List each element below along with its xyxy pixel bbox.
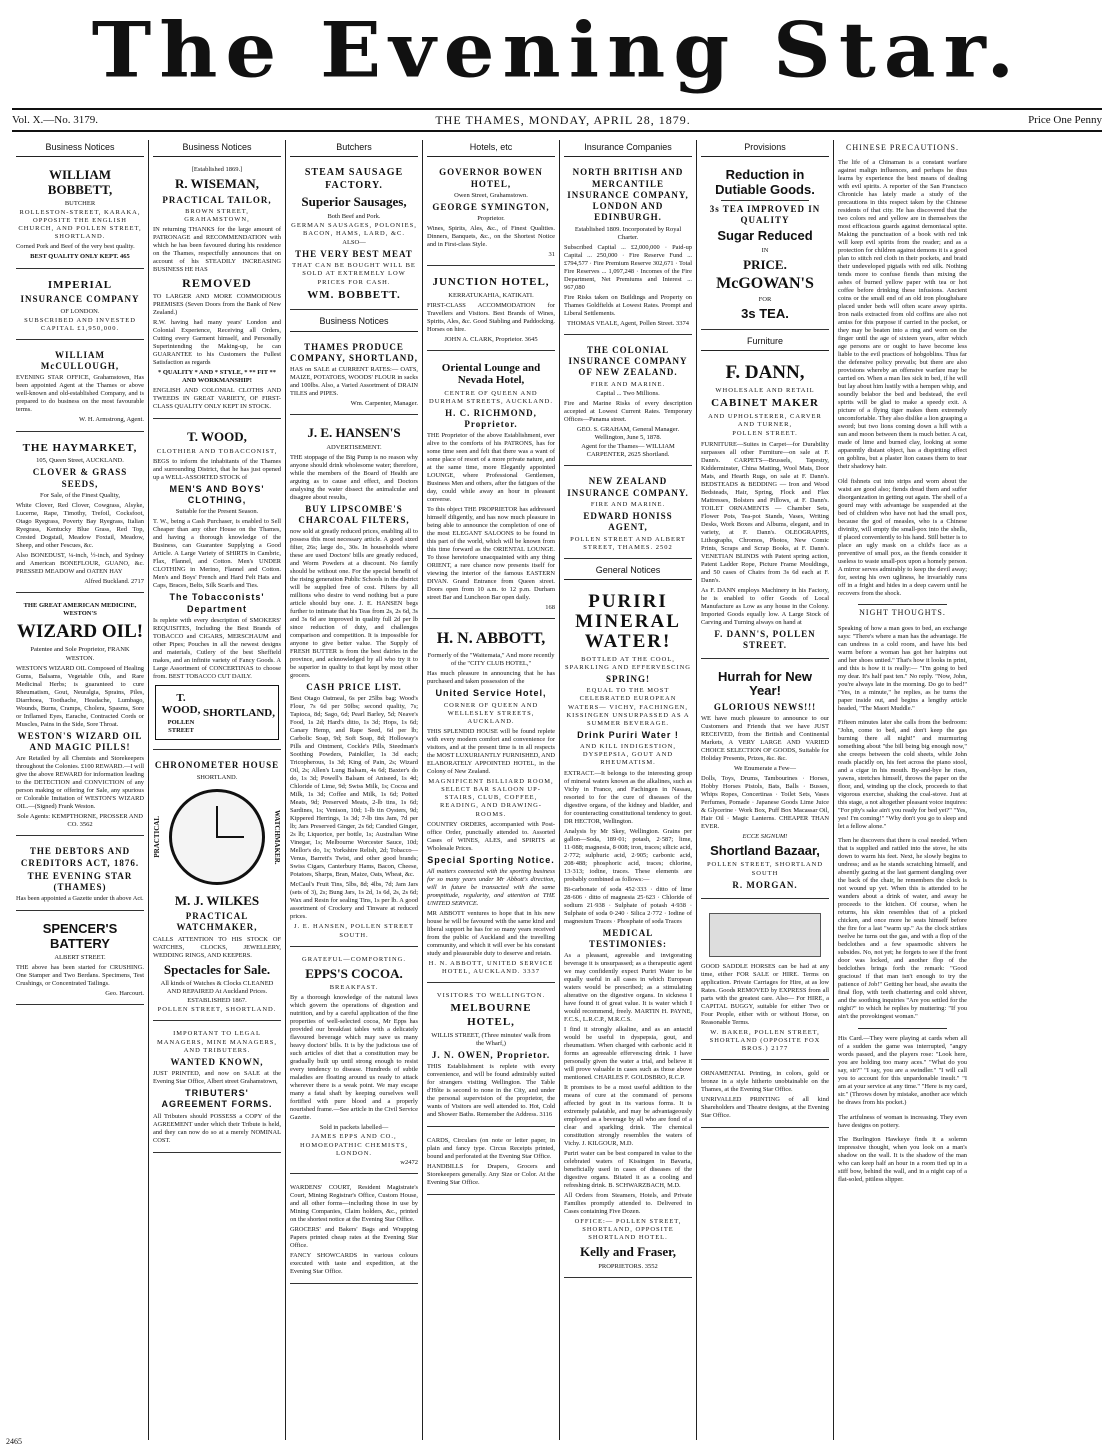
ad-heading-2: Special Sporting Notice. (427, 854, 555, 865)
ad-text-2: Are Retailed by all Chemists and Storekeepers throughout the Colonies. £100 REWARD.—I will give the above REWARD for information leading to the DETECTION and CONVICTION of any person making or offering for Sale, any spurious or Colorable Imitation of WESTON'S WIZARD OIL.—(Signed) Frank Weston. (16, 755, 144, 811)
ad-title: H. N. ABBOTT, (436, 630, 546, 648)
ad-subtitle: BUTCHER (64, 199, 96, 207)
ad-ecce: ECCE SIGNUM! (742, 832, 788, 840)
ad-address: ROLLESTON-STREET, KARAKA, OPPOSITE THE ENGLISH CHURCH, AND POLLEN STREET, SHORTLAND. (18, 208, 142, 241)
column-heading: Insurance Companies (564, 140, 692, 157)
clock-label-left: PRACTICAL (153, 815, 161, 858)
ad-text-6: It promises to be a most useful addition to the means of cure at the command of persons affected by gout in its various forms. It is extremely palatable, and may be advantageously employed as a beverage by all who are fond of a clear and sparkling drink. The chemical constitution strongly resembles the waters of Vichy. J. KILGOUR, M.D. (564, 1084, 692, 1148)
ad-text-8: All Orders from Steamers, Hotels, and Private Families promptly attended to. Delivered in Cases containing Five Dozen. (564, 1192, 692, 1216)
ad-agent: Agent for the Thames— WILLIAM CARPENTER, 2625 Shortland. (581, 443, 675, 459)
ad-heading: United Service Hotel, (435, 688, 547, 699)
ad-heading-2: Drink Puriri Water ! (577, 729, 679, 740)
ad-shortland-bazaar (701, 663, 829, 899)
ad-text-4: As a pleasant, agreeable and invigorating beverage it is unsurpassed; as a therapeutic agent we may confidently expect Puriri Water to be equally useful in all cases in which European waters would be prescribed; as a stimulating alterative on the digestive organs. In sickness I have found it of great value. It is water which I would recommend, freely. MARTIN H. PAYNE, F.C.S., L.R.C.P., M.R.C.S. (564, 952, 692, 1024)
ad-text-4: ENGLISH AND COLONIAL CLOTHS AND TWEEDS IN GREAT VARIETY, OF FIRST-CLASS QUALITY ONLY KEPT IN STOCK. (153, 387, 281, 411)
wood-sign-place: SHORTLAND, (202, 706, 275, 719)
clock-row (153, 783, 281, 891)
ad-title: SPENCER'S BATTERY (42, 921, 118, 951)
wood-sign-box (155, 685, 279, 740)
ad-text: EVENING STAR OFFICE, Grahamstown, Has been appointed Agent at the Thames or above well-known and old-established Company, and is prepared to do business on the most favourable terms. (16, 374, 144, 414)
ad-sausage-factory (290, 161, 418, 310)
wood-sign-street: POLLEN STREET (167, 719, 195, 735)
ad-role: Proprietor. (477, 215, 505, 223)
ad-text: Wines, Spirits, Ales, &c., of Finest Qualities. Dinners, Banquets, &c., on the Shortest Notice and in First-class Style. (427, 225, 555, 249)
ad-text-7: Puriri water can be best compared in value to the celebrated waters of Kissingen in Bavaria, beneficially used in cases of diseases of the digestive organs. Bitated it as a cooling and refreshing drink. B. SCHWARZBACH, M.D. (564, 1150, 692, 1190)
ad-title: Oriental Lounge and Nevada Hotel, (441, 362, 541, 387)
ad-text: EQUAL TO THE MOST CELEBRATED EUROPEAN WATERS— VICHY, FACHINGEN, KISSINGEN UNSURPASSED AS A SUMMER BEVERAGE. (566, 687, 690, 727)
column-3 (286, 140, 423, 1440)
ad-text: Corned Pork and Beef of the very best quality. (16, 243, 135, 251)
ad-title: PURIRI MINERAL WATER! (575, 591, 681, 652)
ad-nz-insurance (564, 470, 692, 558)
ad-heading: WESTON'S WIZARD OIL AND MAGIC PILLS! (17, 730, 143, 752)
ad-tagline: * QUALITY * AND * STYLE, * ** FIT ** AND WORKMANSHIP! (157, 369, 277, 385)
page-number: 2465 (6, 1437, 22, 1446)
article-paragraph-4: Fifteen minutes later she calls from the bedroom: "John, come to bed, and don't keep the gas burning there all night!" and murmuring something about "the bill being big enough now," she creeps between the cold sheets, while John reads placidly on, his feet across the piano stool, and a cigar in his mouth. By-and-bye he rises, yawns, stretches himself, throws the paper on the floor, and, winding up the clock, proceeds to that vigorous exercise, shaking the coal-stove. Just at this stage, a not altogether pleasant voice inquires: "For pity's sake ain't you ready for bed yet?" "Yes, yes! I'm coming!" "Why don't you go to sleep and let a fellow alone." (838, 718, 967, 830)
column-2 (149, 140, 286, 1440)
ad-text-6: MR ABBOTT ventures to hope that in his new house he will be favoured with the same kind and liberal support he has for so many years received from the public of Auckland and the travelling community, and which it will ever be his constant study and pleasurable duty to deserve and retain. (427, 909, 555, 957)
ad-text-2: HANDBILLS for Drapers, Grocers and Storekeepers generally. Any Size or Color. At the Evening Star Office. (427, 1163, 555, 1187)
column-1 (12, 140, 149, 1440)
ad-address: ALBERT STREET. (54, 954, 106, 961)
ad-abbott-united-service (427, 623, 555, 983)
ad-address: POLLEN STREET AND ALBERT STREET, THAMES. 2502 (570, 535, 686, 551)
ad-text: Has much pleasure in announcing that he has purchased and taken possession of the (427, 670, 555, 686)
ad-text-2: TO LARGER AND MORE COMMODIOUS PREMISES (Seven Doors from the Bank of New Zealand.) (153, 293, 281, 317)
ad-address: BROWN STREET, GRAHAMSTOWN, (184, 207, 250, 224)
ad-mccullough-agent (16, 344, 144, 432)
article-paragraph-7: The artfulness of woman is increasing. They even have designs on pottery. (838, 1113, 967, 1129)
clock-label-right: WATCHMAKER. (273, 809, 281, 865)
ad-heading: REMOVED (182, 276, 252, 291)
ad-established: Established 1809. Incorporated by Royal Charter. (574, 225, 682, 241)
ad-north-british-insurance (564, 161, 692, 335)
ad-printing-ornamental (701, 1064, 829, 1128)
ad-text-3: EXTRACT.—It belongs to the interesting group of mineral waters known as the alkalines, such as Vichy in France, and Fachingen in Nassau, resorted to for the cure of diseases of the digestive organs, of the kidney and bladder, and for counteracting constitutional tendency to gout. DR HECTOR, Wellington. (564, 769, 692, 825)
ad-also: ALSO— (342, 238, 366, 246)
ad-signature: Wm. Carpenter, Manager. (350, 400, 418, 408)
ad-subtitle-2: PRACTICAL WATCHMAKER, (176, 911, 258, 933)
newspaper-title: The Evening Star. (91, 5, 1023, 95)
ad-list: Dolls, Toys, Drums, Tambourines · Horses, Hobby Horses Pistols, Bats, Balls · Busses, Whips Ropes, Concertinas · Toilet Sets, Vases Perfumes, Pomade · Japanese Goods Lime Juice & Glycerine · Work Box, Puff Box Macassar Oil, Hair Oil · Magic Lanterns. CHEAPER THAN EVER. (701, 774, 829, 830)
ad-sold: Sold in packets labelled— (319, 1124, 389, 1132)
ad-text-3: FANCY SHOWCARDS in various colours executed with taste and expedition, at the Evening Star Office. (290, 1251, 418, 1275)
ad-subtitle: BOTTLED AT THE COOL, SPARKLING AND EFFERVESCING (564, 655, 691, 671)
ad-title: CHRONOMETER HOUSE (154, 760, 280, 771)
ad-address: WILLIS STREET, (Three minutes' walk from the Wharf,) (431, 1031, 551, 1047)
ad-imperial-insurance (16, 273, 144, 340)
ad-subtitle: CLOTHIER AND TOBACCONIST, (156, 447, 278, 455)
ad-pretitle: VISITORS TO WELLINGTON. (436, 992, 546, 1000)
ad-text-2: UNRIVALLED PRINTING of all kind Shareholders and Theatre designs, at the Evening Star Office. (701, 1096, 829, 1120)
column-heading: Butchers (290, 140, 418, 157)
ad-list: White Clover, Red Clover, Cowgrass, Alsyke, Lucerne, Rape, Timothy, Trefoil, Cocksfoot, Otago Ryegrass, Poverty Bay Ryegrass, Italian Ryegrass, Kentucky Blue Grass, Red Top, Crested Dogstail, Meadow Foxtail, Meadow, Sheep, and other Fescues, &c. (16, 502, 144, 550)
carriage-illustration (709, 913, 821, 957)
ad-text: Has been appointed a Gazette under th above Act. (16, 895, 144, 903)
ad-heading-2: THE VERY BEST MEAT (295, 249, 413, 260)
ad-text: GOOD SADDLE HORSES can be had at any time, either FOR SALE or HIRE. Terms on application. Private Carriages for Hire, at as low Rates. Goods REMOVED by EXPRESS from all parts with the greatest care. Also— For HIRE, a CAPITAL BUGGY, suitable for either Two or Four People, either with or without Horse, on Reasonable Terms. (701, 962, 829, 1026)
ad-title: STEAM SAUSAGE FACTORY. (304, 167, 404, 191)
place-date: THE THAMES, MONDAY, APRIL 28, 1879. (435, 112, 691, 127)
ad-address: POLLEN STREET. (732, 430, 798, 438)
ad-subtitle: OF LONDON. (60, 307, 100, 315)
ad-text: CARDS, Circulars (on note or letter paper, in plain and fancy type. Circus Receipts printed, bound and perforated at the Evening Star Office. (427, 1137, 555, 1161)
ad-text-2: THIS SPLENDID HOUSE will be found replete with every modern comfort and convenience for visitors, and at the present time is in all respects the MOST LUXURIANTLY FURNISHED, AND ELABORATELY APPOINTED HOTEL, in the Colony of New Zealand. (427, 728, 555, 776)
column-6 (697, 140, 834, 1440)
ad-text: ORNAMENTAL Printing, in colors, gold or bronze in a style hitherto unobtainable on the Thames, at the Evening Star Office. (701, 1070, 829, 1094)
ad-text: THE above has been started for CRUSHING. One Stamper and Two Berdans. Specimens, Test Crushings, or Concentrated Tailings. (16, 964, 144, 988)
ad-text-2: To this object THE PROPRIETOR has addressed himself diligently, and has now much pleasure in being able to announce the completion of one of the most ELEGANT SALOONS to be found in this part of the world, which will be known from this time forward as the ORIENTAL LOUNGE. To those heretofore unacquainted with any thing ORIENT, a rare chance now presents itself for viewing the interior of the famous EASTERN DIVAN. Grand Entrance from Queen street. Doors open from 10 a.m. to 12 p.m. Durham street Bar and Luncheon Bar open daily. (427, 506, 555, 602)
ad-subtitle: PRACTICAL TAILOR, (162, 194, 272, 205)
ad-heading-3: PRICE. (743, 256, 787, 272)
ad-title: JUNCTION HOTEL, (432, 276, 550, 289)
ad-heading: THE EVENING STAR (THAMES) (27, 870, 133, 893)
ad-title: WANTED KNOWN, (170, 1056, 264, 1067)
ad-subtitle: BREAKFAST. (329, 984, 379, 992)
ad-address: KERRATUKAHIA, KATIKATI. (448, 292, 534, 300)
ad-text-2: All Tributers should POSSESS a COPY of the AGREEMENT under which their Tribute is held, and they can now do so at a merely NOMINAL COST. (153, 1112, 281, 1144)
ad-number: 168 (545, 604, 555, 612)
ad-title: T. WOOD, (187, 429, 247, 445)
ad-text: GERMAN SAUSAGES, POLONIES, BACON, HAMS, LARD, &C. (291, 221, 417, 237)
column-7 (834, 140, 971, 1440)
ad-printing-cards (427, 1131, 555, 1195)
ad-title: THE DEBTORS AND CREDITORS ACT, 1876. (20, 846, 140, 868)
ad-text-3: MAGNIFICENT BILLIARD ROOM, SELECT BAR SALOON UP-STAIRS, CLUB, COFFEE, READING, AND DRAWING-ROOMS. (428, 778, 554, 818)
ad-hansen (290, 419, 418, 946)
ad-title: Reduction in Dutiable Goods. (715, 167, 815, 197)
ad-epps-cocoa (290, 951, 418, 1174)
ad-signature: WM. BOBBETT. (307, 288, 401, 301)
ad-heading: MEN'S AND BOYS' CLOTHING, (169, 483, 265, 506)
ad-title: THE HAYMARKET, (22, 441, 138, 454)
article-paragraph-8: The Burlington Hawkeye finds it a solemn impressive thought, when you look on a man's shadow on the wall. It is the shadow of the man who can keep half an hour in a room tied up in a stiff bow, behind the wall, and in a night cap of a flat-soled, pitiless slipper. (838, 1135, 967, 1183)
ad-subtitle: For Sale, of the Finest Quality, (40, 491, 120, 499)
ad-text-4: COUNTRY ORDERS, accompanied with Post-office Order, punctually attended to. Assorted Cases of WINES, ALES, and SPIRITS at Wholesale Prices. (427, 820, 555, 852)
ad-signature: THOMAS VEALE, Agent, Pollen Street. 3374 (567, 319, 689, 327)
ad-title: NEW ZEALAND INSURANCE COMPANY. (567, 476, 689, 498)
ad-address: POLLEN STREET, SHORTLAND SOUTH (706, 861, 824, 877)
ad-heading: 3s TEA IMPROVED IN QUALITY (709, 203, 821, 226)
ad-title: GOVERNOR BOWEN HOTEL, (439, 167, 543, 189)
ad-established: [Established 1869.] (191, 166, 243, 174)
ad-heading: EDWARD HONISS AGENT, (583, 511, 673, 533)
column-heading-2: Business Notices (290, 314, 418, 331)
ad-text: JUST PRINTED, and now on SALE at the Evening Star Office, Albert street Grahamstown, (153, 1070, 281, 1085)
ad-subtitle: Both Beef and Pork. (327, 212, 381, 220)
column-heading-2: General Notices (564, 563, 692, 580)
ad-number: 31 (548, 251, 555, 259)
ad-heading-3: MEDICAL TESTIMONIES: (588, 927, 668, 949)
ad-text: WE have much pleasure to announce to our Customers and Friends that we have JUST RECEIVED, from the British and Continental Markets, A VERY LARGE AND VARIED CHOICE SELECTION OF GOODS, Suitable for Holiday Presents, Prizes, &c. &c. (701, 714, 829, 762)
ad-title: WIZARD OIL! (16, 621, 144, 643)
clock-icon (169, 789, 265, 885)
ad-haymarket (16, 436, 144, 594)
ad-title: R. WISEMAN, (175, 176, 259, 192)
ad-text: By a thorough knowledge of the natural laws which govern the operations of digestion and nutrition, and by a careful application of the fine properties of well-selected cocoa, Mr Epps has provided our breakfast tables with a delicately flavoured beverage which may save us many heavy doctors' bills. It is by the judicious use of such articles of diet that a constitution may be gradually built up until strong enough to resist every tendency to disease. Hundreds of subtle maladies are floating around us ready to attack wherever there is a weak point. We may escape many a fatal shaft by keeping ourselves well fortified with pure blood and a properly nourished frame.—See article in the Civil Service Gazette. (290, 994, 418, 1122)
ad-analysis: Analysis by Mr Skey, Wellington. Grains per gallon—Soda, 189·01; potash, 2·587; lime, 11·088; magnesia, 8·008; iron, traces; silicic acid, 2·772; sulphuric acid, 2·905; carbonic acid, 208·488; phosphoric acid, traces; chlorine, 13·313; iodine, traces. These elements are probably combined as follows:— (564, 827, 692, 883)
article-paragraph-5: Then he discovers that there is coal needed. When that is supplied and rattled into the stove, he sits down to warm his feet. Next, he slowly begins to undress; and as he stands scratching himself, and absently gazing at the last garment dangling over the back of the chair, he remembers the clock is not wound up yet. When this is attended to he wanders about a drink of water, and away he proceeds to the kitchen. Of course, when he returns, his skin resembles that of a picked chicken, and once more he seats himself before the fire for a last "warm up." As the clock strikes twelve he turns out the gas, and with a flop of the bedclothes and a few spasmodic shivers he subsides. No, not yet; he forgets to see if the front door was locked, and another flop of the bedclothes brings forth the remark: "Good gracious! if that man isn't enough to try the patience of Job!" Getting her head, she awaits the final flop, with teeth chattering and cold shiver, and the soothing inquiries "Are you settled for the night?" to which he replies by muttering: "If you ain't the provokingest woman." (838, 837, 967, 1021)
ad-text-5: All matters connected with the sporting business for so many years under Mr Abbott's direction, will in future be transacted with the same promptitude, regularity, and attention at THE UNITED SERVICE. (427, 867, 555, 907)
ad-signature: Kelly and Fraser, (580, 1244, 676, 1260)
ad-heading: J. N. OWEN, Proprietor. (431, 1050, 551, 1061)
ad-heading-2: AND UPHOLSTERER, CARVER AND TURNER, (708, 413, 822, 429)
ad-text: THIS Establishment is replete with every convenience, and will be found admirably suited for strangers visiting Wellington. The Table d'Hôte is second to none in the City, and under the personal supervision of the proprietor, the wants of Visitors are well attended to. Hot, Cold and Shower Baths. Remember the Address. 3116 (427, 1063, 555, 1119)
ad-oriental-lounge (427, 355, 555, 619)
ad-debtors-act (16, 840, 144, 911)
ad-signature: W. H. Armstrong, Agent. (79, 416, 144, 424)
ad-signature: Geo. Harcourt. (105, 990, 144, 998)
ad-subtitle: FIRE AND MARINE. (590, 500, 666, 508)
article-paragraph-2: Old fishnets cut into strips and worn about the waist are good also; fiends dread them and suffer disorganization in getting out again. The shell of a gourd may with advantage be suspended at the bed of children who have not had the small pox, because the god of measles, who is a Chinese divinity, will empty the small-pox into the shells, if placed conveniently to his hand. Still better is to place an ugly mask on a child's face as a preventive of small pox, as the fiends consider it useless to waste small-pox upon a homely person. A mirror serves admirably to keep the devil away; for, seeing his own ugliness, he invariably runs off in a fright and hides in a deep cavern until he recovers from the shock. (838, 477, 967, 597)
ad-text-5: I find it strongly alkaline, and as an antacid would be useful in dyspepsia, gout, and rheumatism. When charged with carbonic acid it forms an agreeable effervescing drink. I have personally given the water a trial, and believe it will prove valuable in cases such as those above mentioned. CHARLES F. GOLDSBRO, R.C.P. (564, 1026, 692, 1082)
ad-signature: R. MORGAN. (732, 879, 798, 890)
ad-bobbett-butcher (16, 161, 144, 268)
article-paragraph: The life of a Chinaman is a constant warfare against malign influences, and perhaps he thus learns by experience the best means of dealing with evil spirits. A reporter of the San Francisco Chronicle has lately made a study of the precautions in this respect taken by the Chinese residents of that city. He has discovered that the two colors red and yellow are in themselves the most efficacious guards against demoniacal spite. Making the punctuation of a book with red ink will keep evil spirits from the reader; and as a protection for children against demons it is a good plan to stitch red cloth in their pockets, and braid their undeveloped pigtails with red silk. Nothing tends more to confuse fiends than mixing the ashes of burned yellow paper with tea or hot coffee before drinking these infusions. Ancient coins or the small end of an old iron ploughshare placed under beds will often scare away spirits. Iron nails extracted from old coffins are also not amiss for this purpose if carried in the pocket, or they may be beaten into a ring and worn on the finger until the age of sixteen years, after which age persons are or ought to have become less liable to the evil practices of hobgoblins. Thus far the defensive policy prevails; but there are also provisions whereby an offensive warfare may be carried on. When a man lies sick in bed, if he will but lay about him lustily with a hempen whip, and soundly belabor the bed and bedstead, the evil spirits will be glad to make a speedy exit. A picture of a flying tiger makes them extremely uncomfortable. They also dislike a lion grasping a sword; but two lions coming down a hill with a sun and moon between them is much better. A cat, made of lime and burned clay, looking at some apparently distant object, has a dispiriting effect on goblins, but a plaster lion causes them to tear their shadowy hair. (838, 159, 967, 471)
column-heading: Business Notices (153, 140, 281, 157)
ad-heading: GEORGE SYMINGTON, (432, 201, 550, 212)
volume-number: Vol. X.—No. 3179. (12, 114, 98, 126)
column-heading-2: Furniture (701, 334, 829, 351)
ad-address: CORNER OF QUEEN AND WELLESLEY STREETS, AUCKLAND. (443, 701, 539, 725)
ad-title: THE COLONIAL INSURANCE COMPANY OF NEW ZEALAND. (568, 344, 688, 378)
ad-heading-2: The Tobacconists' Department (169, 592, 265, 614)
ad-text-2: As F. DANN employs Machinery in his Factory, he is enabled to offer Goods of Local Manufacture as Low as any house in the Colony. Imported Goods equally low. A Large Stock of Carving and Turning always on hand at (701, 586, 829, 626)
column-4 (423, 140, 560, 1440)
ad-subtitle: Formerly of the "Waitemata," And more recently of the "CITY CLUB HOTEL," (427, 652, 555, 668)
ad-title: WILLIAM BOBBETT, (47, 167, 113, 197)
ad-signature: Alfred Buckland. 2717 (84, 578, 144, 586)
article-title-2: NIGHT THOUGHTS. (859, 608, 946, 618)
ad-heading: CLOVER & GRASS SEEDS, (32, 467, 128, 489)
ad-text-4: McCaul's Fruit Tins, 5lbs, 8d; 4lbs, 7d; Jam Jars (sets of 3), 2s; Bung Jars, 1s 2d, 1s 6d, 2s, 2s 6d; Wax and Resin for sealing Tins, 1s per lb. A good assortment of Crockery and Tinware at reduced prices. (290, 881, 418, 921)
ad-subtitle: FIRE AND MARINE. (590, 380, 666, 388)
ad-heading: TRIBUTERS' AGREEMENT FORMS. (161, 1088, 273, 1110)
ad-tagline: BEST QUALITY ONLY KEPT. 465 (30, 253, 130, 261)
ad-signature-sub: PROPRIETORS. 3552 (598, 1262, 658, 1270)
column-heading: Provisions (701, 140, 829, 157)
ad-heading: BUY LIPSCOMBE'S CHARCOAL FILTERS, (298, 503, 410, 525)
ad-title: THAMES PRODUCE COMPANY, SHORTLAND, (290, 341, 418, 363)
ad-number: w2472 (400, 1158, 418, 1166)
column-5 (560, 140, 697, 1440)
ad-heading-4: McGOWAN'S (716, 275, 814, 293)
ad-subtitle: WHOLESALE AND RETAIL (715, 387, 815, 395)
ad-spencers-battery (16, 915, 144, 1005)
ad-capital: SUBSCRIBED AND INVESTED CAPITAL £1,950,000. (24, 316, 136, 332)
ad-text: WESTON'S WIZARD OIL Composed of Healing Gums, Balsams, Vegetable Oils, and Rare Medicinal Herbs; is guaranteed to cure Rheumatism, Gout, Neuralgia, Sprains, Piles, Diarrhoea, Toothache, Headache, Lumbago, Wounds, Burns, Cramps, Cholera, Spasms, Sore or Inflamed Eyes, Earache, Contracted Cords or Muscles, Pains in the Side, Sore Throat. (16, 664, 144, 728)
ad-heading: M. J. WILKES (174, 892, 260, 908)
ad-enumerate: We Enumerate a Few— (733, 764, 797, 772)
article-paragraph-6: His Card.—They were playing at cards when all of a sudden the game was interrupted, "angry words passed, and the players rose: "Look here, you are holding too many aces." "What do you say, sir?" "I say, you are a swindler." "I will call you to account for this unpardonable insult." "I am at your service at any time." "Here is my card, sir." (Throws down by mistake, another ace which he draws from his pocket.) (838, 1035, 967, 1107)
ad-signature: F. DANN'S, POLLEN STREET. (714, 628, 816, 650)
ad-chronometer-house (153, 754, 281, 1021)
article-title: CHINESE PRECAUTIONS. (846, 143, 959, 152)
ad-analysis-table: Bi-carbonate of soda 452·333 · ditto of lime 28·606 · ditto of magnesia 25·623 · Chloride of sodium 21·938 · Sulphate of potash 4·938 · Sulphate of soda 0·240 · Silica 2·772 · Iodine of magnesium Traces · Phosphate of soda Traces (564, 885, 692, 925)
ad-season: Suitable for the Present Season. (175, 508, 259, 516)
ad-text-3: R.W. having had many years' London and Colonial Experience, Receiving all Orders, Cutting every Garment himself, and Personally Superintending the Making-up, he can GUARANTEE to his Customers the Fullest Satisfaction as regards (153, 319, 281, 367)
ad-text-2: T. W., being a Cash Purchaser, is enabled to Sell Cheaper than any other House on the Thames, and having a thorough knowledge of the Business, can Guarantee Supplying a Good Article. A Large Variety of SHIRTS in Cambric, Flax, Flannel, and Cotton. Men's UNDER CLOTHING in Merino, Flannel and Cotton. Men's and Boys' French and Hard Felt Hats and Caps, Braces, Belts, Silk Scarfs and Ties. (153, 518, 281, 590)
ad-puriri-water (564, 584, 692, 1278)
ad-text: WARDENS' COURT, Resident Magistrate's Court, Mining Registrar's Office, Custom House, and all other forms—including those in use by Mining Companies, Claim holders, &c., printed on the shortest notice at the Evening Star Office. (290, 1183, 418, 1223)
ad-governor-bowen-hotel (427, 161, 555, 266)
ad-mcgowans-tea (701, 161, 829, 330)
ad-heading: Superior Sausages, (301, 194, 407, 210)
ad-title-2: INSURANCE COMPANY (20, 294, 140, 305)
column-heading: Hotels, etc (427, 140, 555, 157)
ad-heading-2: CASH PRICE LIST. (306, 682, 402, 693)
article-paragraph-3: Speaking of how a man goes to bed, an exchange says: "There's where a man has the advantage. He can undress in a cold room, and have his bed warm before a woman has got her hairpins out and her shoes untied." That's how it looks in print, and this is how it is really:— "I'm going to bed my dear. It's half past ten." No reply. "Now, John, you're always late in the morning. Do go to bed!" "Yes, in a minute," he replies, as he turns the paper inside out, and begins a lengthy article headed, "The Maori Muddle." (838, 624, 967, 712)
ad-title: WILLIAM McCULLOUGH, (40, 349, 120, 372)
ad-pretitle: THE GREAT AMERICAN MEDICINE, WESTON'S (23, 602, 137, 618)
ad-agents: Sole Agents: KEMPTHORNE, PROSSER AND CO. 3562 (17, 813, 143, 829)
ad-baker-livery (701, 903, 829, 1060)
ad-subtitle: Patentee and Sole Proprietor, FRANK WESTON. (30, 646, 130, 662)
ad-signature: J. E. HANSEN, POLLEN STREET SOUTH. (294, 923, 414, 939)
ad-text: HAS on SALE at CURRENT RATES:— OATS, MAIZE, POTATOES, WOODS' FLOUR in sacks and 100lbs. Also, a Varied Assortment of DRAIN TILES and PIPES. (290, 366, 418, 398)
ad-address: Owen Street, Grahamstown. (454, 191, 528, 199)
ad-text-2: now sold at greatly reduced prices, enabling all to possess this most necessary article. A good sized filter, 26s; large do., 30s. In households where these are used Doctors' bills are greatly reduced, and Worm Powders at a discount. No family should be without one. For the special benefit of the rising generation Public Schools in the district will be supplied free of cost. Filters by all millions who desire to vend nothing but a pure article should buy one. J. E. HANSEN begs further to intimate that his Teas from 2s, 2s 6d, 3s and 3s 6d are improved in quality full 2d per lb since reduction of duty, and challenges comparison and competition. It is impossible for anyone to give better value. The Supply of FRESH BUTTER is from the best dairies in the province, and acknowledged by all who try it to be superior in quality to that kept by most other grocers. (290, 528, 418, 680)
ad-text: CALLS ATTENTION TO HIS STOCK OF WATCHES, CLOCKS, JEWELLERY, WEDDING RINGS, AND KEEPERS. (153, 935, 281, 959)
ad-title: NORTH BRITISH AND MERCANTILE INSURANCE COMPANY, LONDON AND EDINBURGH. (567, 167, 689, 223)
ad-junction-hotel (427, 270, 555, 351)
ad-established: ESTABLISHED 1867. (187, 997, 247, 1005)
ad-signature: JAMES EPPS AND CO., HOMOEOPATHIC CHEMISTS, LONDON. (299, 1133, 409, 1157)
ad-word-in: IN (761, 246, 769, 254)
ad-address: POLLEN STREET, SHORTLAND. (157, 1006, 277, 1014)
column-heading: Business Notices (16, 140, 144, 157)
ad-title: IMPERIAL (47, 278, 113, 291)
ad-text: FURNITURE—Suites in Carpet—for Durability surpasses all other Furniture—on sale at F. Dann's. CARPETS—Brussels, Tapestry, Kidderminster, China Matting, Wool Mats, Door Mats, and Hearth Rugs, on sale at F. Dann's. BEDSTEADS & BEDDING — Iron and Wood Bedsteads, Hair, Spring, Flock and Flax Mattresses, Bolsters and Pillows, at F. Dann's. TOILET ORNAMENTS — Chamber Sets, Flower Pots, Tea-pot Stands, Vases, Writing Desks, Work Boxes and Albums, elegant, and in variety, at F. Dann's. OLEOGRAPHS, Lithographs, Chromos, Photos, New Comic Prints, Scraps and Scrap Books, at F. Dann's. VENETIAN BLINDS with Patent spring action, Patent Ladder Rope, Picture Frame Mouldings, and 50 cases of Chairs from 3s 6d each at F. Dann's. (701, 440, 829, 584)
ad-heading: H. C. RICHMOND, Proprietor. (445, 407, 537, 430)
ad-printing-forms (290, 1178, 418, 1284)
ad-capital: Capital ... Two Millions. (596, 389, 660, 397)
ad-text-2: AND KILL INDIGESTION, DYSPEPSIA, GOUT AND RHEUMATISM. (579, 743, 677, 767)
ad-text: BEGS to inform the inhabitants of the Thames and surrounding District, that he has just opened up a WELL-ASSORTED STOCK of (153, 457, 281, 481)
ad-text: Fire Risks taken on Buildings and Property on Thames Goldfields at Lowest Rates. Prompt and Liberal Settlements. (564, 293, 692, 317)
dateline-bar (12, 108, 1102, 132)
ad-heading-2: Sugar Reduced (717, 228, 813, 244)
ad-text-3: Best Otago Oatmeal, 6s per 25lbs bag; Wood's Flour, 7s 6d per 50lbs; second quality, 7s; Tapioca, 8d; Sago, 6d; Pearl Barley, 5d; Neave's Food, 1s 2d; Hard's ditto, 1s 3d; Hops, 1s 6d; Canary Hemp, and Rape Seed, 6d per lb; Carbolic Soap, 9d; Soft Soap, 8d; Holloway's Pills and Ointment, Cockle's Pills, Steedman's Soothing Powders, Painkiller, 1s 3d each; Tricopherous, 1s 3d; King of Pain, 2s; Wizard Oil, 2s; Allen's Lung Balsam, 4s 6d; Baxter's do do, 1s 3d; Powell's Balsam of Aniseed, 1s 4d; Chloride of Lime, 9d; Swiss Milk, 1s; Cocoa and Milk, 1s 3d; Coffee and Milk, 1s 6d; Potted Meats, 9d; Preserved Meats, 2-lb tins, 1s 6d; Sardines, 1s; Venison, 10d; 1-lb tin Oysters, 9d; Kippered Herrings, 1s 3d; 7-lb tins Jam, 7d per lb; Jars Preserved Ginger, 2s 6d; Candied Ginger, 2s lb; Liquorice, per bottle, 1s; Australian Wine Vinegar, 1s; Melbourne Worcester Sauce, 10d; Mellor's do, 1s; Yorkshire Relish, 2d; Tobacco—Venus, Barrett's Twist, and other good brands; Swiss Cigars, Canterbury Hams, Bacon, Cheese, Potatoes, Sharps, Bran, Maize, Oats, Wheat, &c. (290, 695, 418, 879)
price: Price One Penny (1028, 114, 1102, 126)
ad-title: EPPS'S COCOA. (305, 965, 403, 981)
ad-dann-furniture (701, 355, 829, 659)
ad-title: J. E. HANSEN'S (307, 425, 401, 441)
ad-subtitle: SHORTLAND. (196, 773, 238, 781)
wood-sign-name: T. WOOD, (161, 691, 201, 717)
ad-heading: GLORIOUS NEWS!!! (713, 701, 817, 712)
ad-word-for: FOR (758, 295, 772, 303)
ad-office: OFFICE:— POLLEN STREET, SHORTLAND, OPPOSITE SHORTLAND HOTEL. (574, 1218, 682, 1242)
ad-heading: CABINET MAKER (711, 397, 819, 410)
ad-text-2: All kinds of Watches & Clocks CLEANED AND REPAIRED At Auckland Prices. (160, 979, 274, 995)
ad-signature: JOHN A. CLARK, Proprietor. 3645 (444, 336, 538, 344)
ad-title: MELBOURNE HOTEL, (450, 1002, 532, 1029)
ad-pretitle: GRATEFUL—COMFORTING. (302, 955, 406, 963)
ad-heading-5: 3s TEA. (741, 305, 789, 321)
ad-wood-clothier (153, 423, 281, 750)
ad-address: 105, Queen Street, AUCKLAND. (36, 457, 124, 465)
ad-text-2: THAT CAN BE BOUGHT WILL BE SOLD AT EXTREMELY LOW PRICES FOR CASH. (292, 262, 416, 286)
columns (12, 140, 1108, 1440)
ad-text-3: Is replete with every description of SMOKERS' REQUISITES, Including the Best Brands of TOBACCO and CIGARS, MERSCHAUM and other Pipes; Pouches in all the newest designs and materials, Cutlery of the best Sheffield makes, and an infinite variety of Fancy Goods. A Large Assortment of CONCERTINAS to choose from. BEST TOBACCO CUT DAILY. (153, 616, 281, 680)
masthead (0, 0, 1114, 102)
ad-figures: Subscribed Capital ... £2,000,000 · Paid-up Capital ... 250,000 · Fire Reserve Fund ... £794,577 · Fire Premium Reserve 302,671 · Total Fire Reserves ... 1,097,248 · Incomes of the Fire Department, Net Premiums and Interest ... 967,080 (564, 243, 692, 291)
ad-text: THE stoppage of the Big Pump is no reason why anyone should drink wholesome water; therefore, while the members of the Board of Health are arguing as to cause and effect, and Doctors analysing the water dissect the animalculæ and disagree about results, (290, 453, 418, 501)
ad-heading-2: Shortland Bazaar, (710, 843, 820, 859)
ad-text: FIRST-CLASS ACCOMMODATION for Travellers and Visitors. Best Brands of Wines, Spirits, Ales, &c. Good Stabling and Paddocking. Horses on hire. (427, 302, 555, 334)
ad-subtitle: ADVERTISEMENT. (326, 443, 382, 451)
ad-thames-produce (290, 336, 418, 416)
ad-text-2: GROCERS' and Bakers' Bags and Wrapping Papers printed cheap rates at the Evening Star Office. (290, 1225, 418, 1249)
ad-colonial-insurance (564, 339, 692, 467)
ad-title: F. DANN, (725, 362, 805, 384)
ad-heading-2: Spectacles for Sale. (163, 961, 271, 977)
ad-wizard-oil (16, 597, 144, 836)
ad-signature: GEO. S. GRAHAM, General Manager. Wellington, June 5, 1878. (576, 425, 680, 441)
ad-melbourne-hotel (427, 987, 555, 1127)
ad-title: Hurrah for New Year! (718, 669, 812, 699)
ad-heading: SPRING! (605, 674, 650, 685)
ad-text: THE Proprietor of the above Establishment, ever alive to the comforts of his PATRONS, has for some time seen and felt that there was a want of some place of resort of a more private nature, and at the same time, more Elegantly appointed LOUNGE, where Professional Gentlemen, Business Men and others, after the fatigues of the day, could while away an hour in pleasant converse. (427, 432, 555, 504)
ad-text: Also BONEDUST, ¼-inch, ½-inch, and Sydney and American BONEFLOUR, GUANO, &c. PRESSED MEADOW and OATEN HAY (16, 552, 144, 576)
ad-text: Fire and Marine Risks of every description accepted at Lowest Current Rates. Temporary Offices—Panama street. (564, 399, 692, 423)
ad-signature: H. N. ABBOTT, UNITED SERVICE HOTEL, AUCKLAND. 3337 (428, 959, 554, 976)
ad-wiseman-tailor (153, 161, 281, 419)
ad-signature: W. BAKER, POLLEN STREET, SHORTLAND (OPPOSITE FOX BROS.) 2177 (709, 1028, 821, 1053)
ad-pretitle: IMPORTANT TO LEGAL MANAGERS, MINE MANAGERS, AND TRIBUTERS. (156, 1030, 278, 1054)
ad-address: CENTRE OF QUEEN AND DURHAM STREETS, AUCKLAND. (429, 389, 553, 405)
ad-text: IN returning THANKS for the large amount of PATRONAGE and RECOMMENDATION with which he has been favoured during his residence on the Thames, respectfully announces that on account of his STEADILY INCREASING BUSINESS HE HAS (153, 226, 281, 274)
ad-tributers-forms (153, 1025, 281, 1152)
